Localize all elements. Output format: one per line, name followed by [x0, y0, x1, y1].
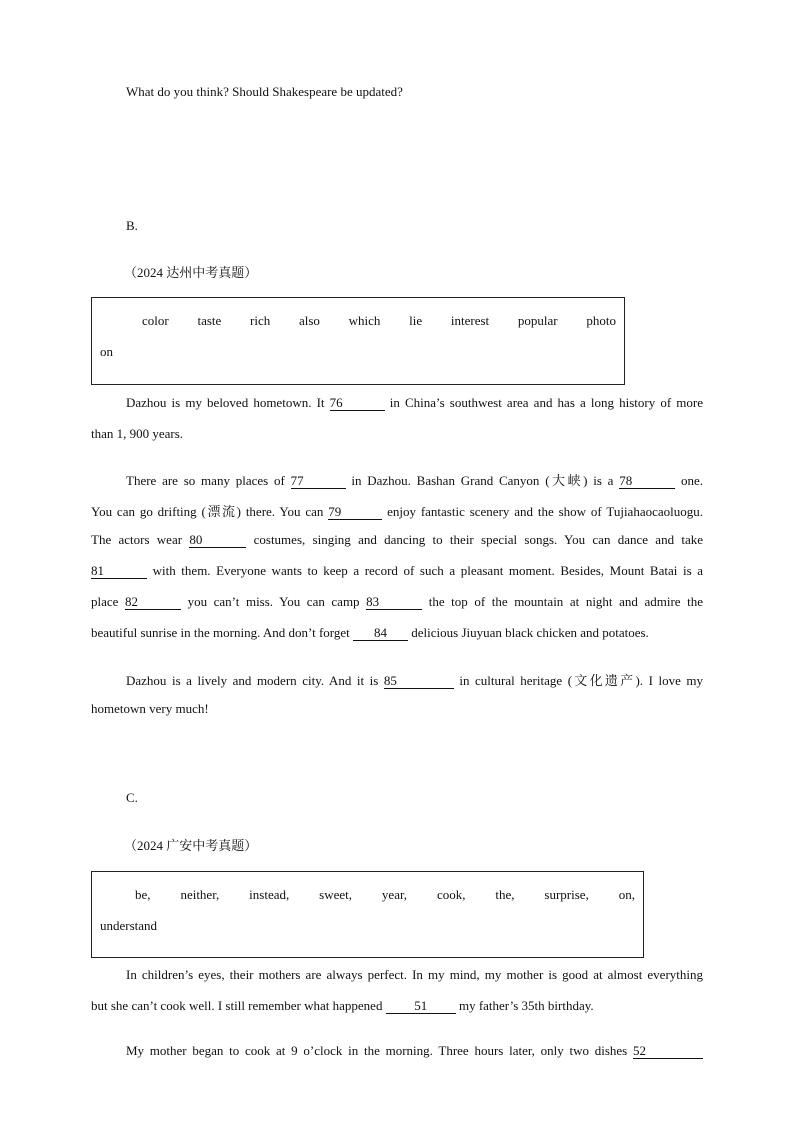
- word-bank-item: rich: [250, 313, 271, 328]
- question-line: What do you think? Should Shakespeare be updated?: [126, 84, 403, 99]
- blank-78[interactable]: 78: [619, 474, 675, 489]
- word-bank-box-c: [91, 871, 644, 958]
- blank-76[interactable]: 76: [330, 396, 385, 411]
- paragraph-line: Dazhou is a lively and modern city. And it is 85 in cultural heritage (文化遗产). I love my: [126, 673, 703, 688]
- paragraph-line: hometown very much!: [91, 701, 209, 716]
- blank-77[interactable]: 77: [291, 474, 346, 489]
- paragraph-line: than 1, 900 years.: [91, 426, 184, 441]
- blank-79[interactable]: 79: [328, 505, 382, 520]
- paragraph-line: but she can’t cook well. I still remember what happened 51 my father’s 35th birthday.: [91, 998, 594, 1013]
- section-c-label: C.: [126, 790, 138, 805]
- blank-83[interactable]: 83: [366, 595, 422, 610]
- section-b-source: （2024 达州中考真题）: [124, 265, 258, 280]
- word-bank-item: which: [348, 313, 381, 328]
- section-c-source: （2024 广安中考真题）: [124, 838, 258, 853]
- word-bank-item: understand: [100, 918, 158, 933]
- paragraph-line: Dazhou is my beloved hometown. It 76 in China’s southwest area and has a long history of more: [126, 395, 703, 410]
- word-bank-item: be,: [135, 887, 151, 902]
- word-bank-item: lie: [409, 313, 423, 328]
- word-bank-item: also: [298, 313, 320, 328]
- blank-80[interactable]: 80: [189, 533, 246, 548]
- paragraph-line: place 82 you can’t miss. You can camp 83 the top of the mountain at night and admire the: [91, 594, 704, 609]
- paragraph-line: 81 with them. Everyone wants to keep a record of such a pleasant moment. Besides, Mount Batai is a: [91, 563, 703, 578]
- blank-82[interactable]: 82: [125, 595, 181, 610]
- word-bank-item: on: [100, 344, 113, 359]
- word-bank-item: sweet,: [319, 887, 353, 902]
- blank-81[interactable]: 81: [91, 564, 147, 579]
- word-bank-item: photo: [586, 313, 616, 328]
- paragraph-line: My mother began to cook at 9 o’clock in the morning. Three hours later, only two dishes 52: [91, 1043, 703, 1059]
- word-bank-item: instead,: [249, 887, 290, 902]
- word-bank-item: surprise,: [544, 887, 589, 902]
- section-b-label: B.: [126, 218, 138, 233]
- word-bank-item: color: [142, 313, 169, 328]
- paragraph-line: You can go drifting (漂流) there. You can 79 enjoy fantastic scenery and the show of Tujiahaocaoluogu.: [91, 504, 703, 519]
- word-bank-item: interest: [450, 313, 490, 328]
- paragraph-line: beautiful sunrise in the morning. And don’t forget 84 delicious Jiuyuan black chicken and potatoes.: [91, 625, 649, 640]
- paragraph-line: The actors wear 80 costumes, singing and dancing to their special songs. You can dance and take: [91, 532, 704, 547]
- word-bank-item: neither,: [180, 887, 220, 902]
- word-bank-item: year,: [381, 887, 408, 902]
- word-bank-box-b: [91, 297, 625, 385]
- paragraph-line: There are so many places of 77 in Dazhou. Bashan Grand Canyon (大峡) is a 78 one.: [126, 473, 703, 488]
- word-bank-item: on,: [618, 887, 635, 902]
- word-bank-item: cook,: [436, 887, 466, 902]
- word-bank-item: the,: [495, 887, 515, 902]
- blank-84[interactable]: 84: [353, 626, 408, 641]
- blank-85[interactable]: 85: [384, 674, 454, 689]
- blank-51[interactable]: 51: [386, 999, 456, 1014]
- word-bank-item: taste: [197, 313, 222, 328]
- word-bank-item: popular: [517, 313, 558, 328]
- blank-52[interactable]: 52: [633, 1044, 703, 1059]
- paragraph-line: In children’s eyes, their mothers are always perfect. In my mind, my mother is good at almost everything: [126, 967, 703, 982]
